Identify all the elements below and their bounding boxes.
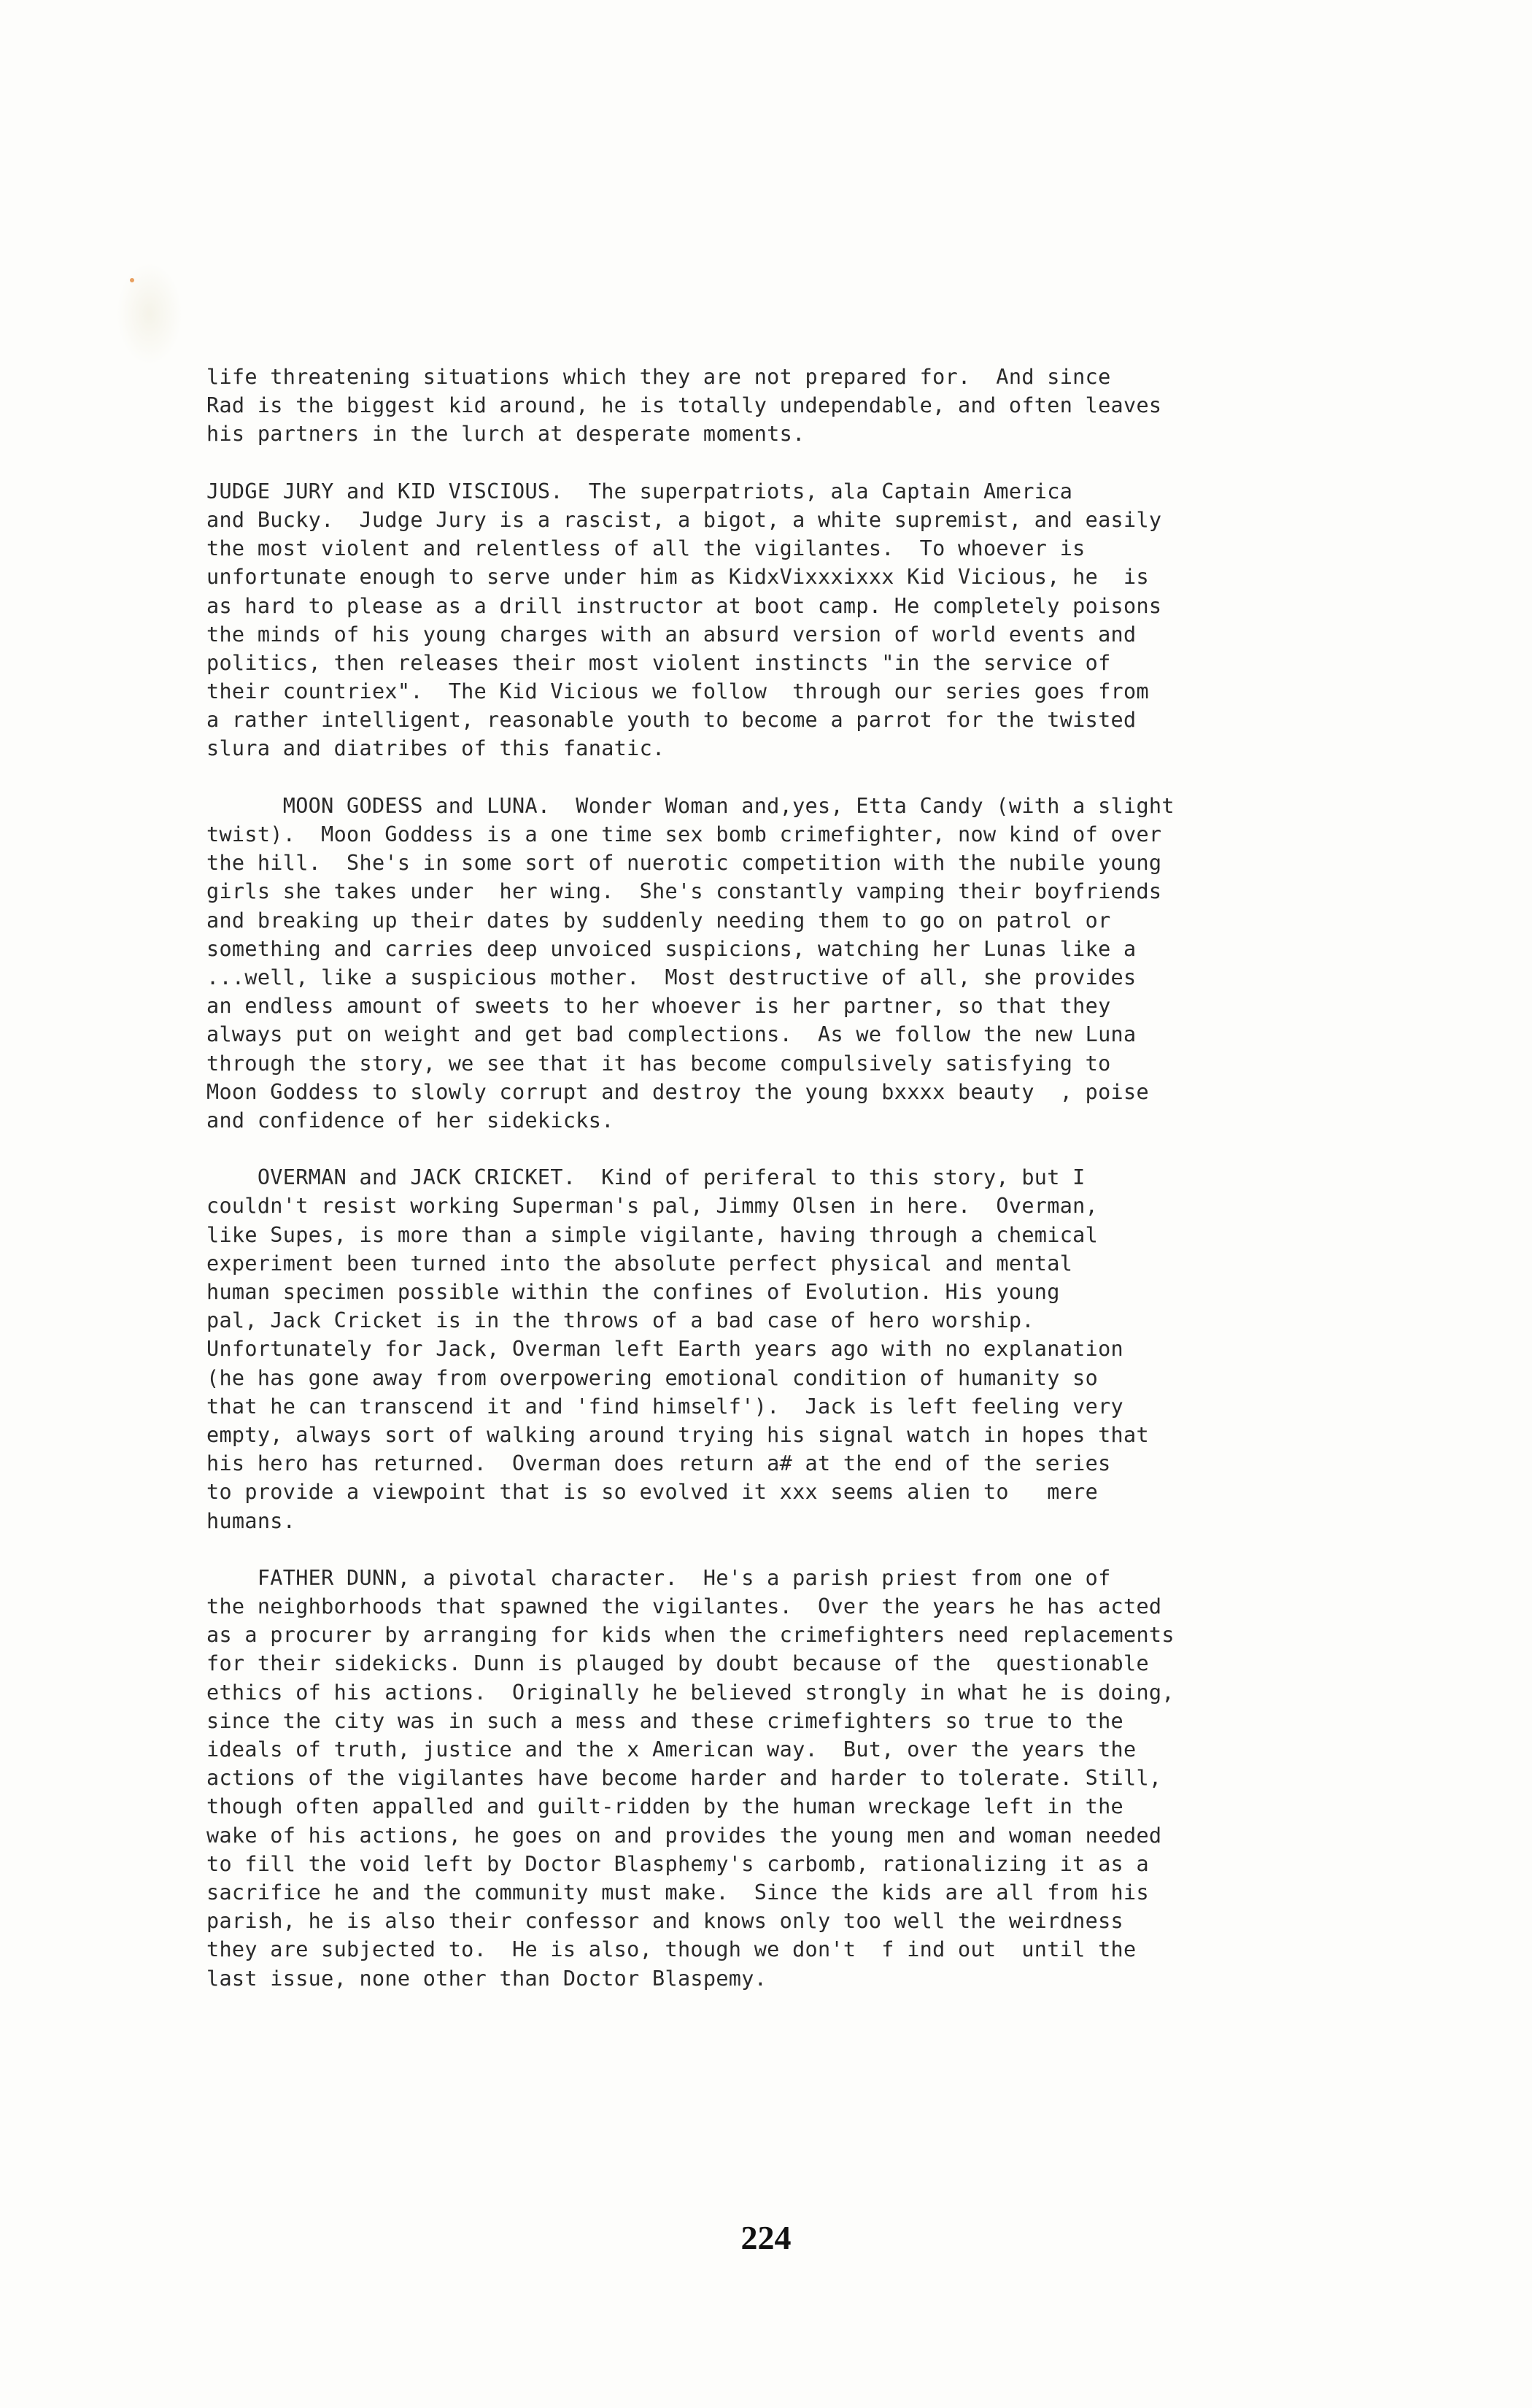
paragraph-judge-jury: [206, 477, 1315, 763]
text-line: they are subjected to. He is also, though we don't f ind out until the: [206, 1937, 1137, 1962]
text-line: to provide a viewpoint that is so evolved it xxx seems alien to mere: [206, 1480, 1099, 1505]
text-line: the minds of his young charges with an absurd version of world events and: [206, 622, 1137, 647]
text-line: human specimen possible within the confines of Evolution. His young: [206, 1280, 1060, 1304]
paragraph-gap: [206, 449, 1315, 477]
text-line: as hard to please as a drill instructor at boot camp. He completely poisons: [206, 593, 1162, 618]
text-line: like Supes, is more than a simple vigilante, having through a chemical: [206, 1222, 1099, 1247]
text-line: girls she takes under her wing. She's constantly vamping their boyfriends: [206, 879, 1162, 904]
text-line: humans.: [206, 1508, 296, 1533]
text-line: as a procurer by arranging for kids when the crimefighters need replacements: [206, 1623, 1175, 1648]
text-line: that he can transcend it and 'find himself'). Jack is left feeling very: [206, 1394, 1124, 1419]
paper-smudge: [117, 263, 182, 365]
text-line: JUDGE JURY and KID VISCIOUS. The superpatriots, ala Captain America: [206, 479, 1073, 503]
text-line: Unfortunately for Jack, Overman left Earth years ago with no explanation: [206, 1337, 1124, 1362]
text-line: and Bucky. Judge Jury is a rascist, a bigot, a white supremist, and easily: [206, 507, 1162, 532]
text-line: his partners in the lurch at desperate moments.: [206, 422, 805, 447]
text-line: OVERMAN and JACK CRICKET. Kind of periferal to this story, but I: [206, 1165, 1086, 1190]
text-line: the hill. She's in some sort of nuerotic competition with the nubile young: [206, 851, 1162, 876]
text-line: wake of his actions, he goes on and provides the young men and woman needed: [206, 1823, 1162, 1848]
text-line: empty, always sort of walking around trying his signal watch in hopes that: [206, 1422, 1149, 1447]
text-line: to fill the void left by Doctor Blasphemy's carbomb, rationalizing it as a: [206, 1851, 1149, 1876]
text-line: Moon Goddess to slowly corrupt and destroy the young bxxxx beauty , poise: [206, 1079, 1149, 1104]
text-line: the neighborhoods that spawned the vigilantes. Over the years he has acted: [206, 1594, 1162, 1619]
body-text: [206, 363, 1315, 1993]
paragraph-gap: [206, 1135, 1315, 1163]
text-line: though often appalled and guilt-ridden by the human wreckage left in the: [206, 1794, 1124, 1819]
text-line: MOON GODESS and LUNA. Wonder Woman and,yes, Etta Candy (with a slight: [206, 793, 1175, 818]
text-line: FATHER DUNN, a pivotal character. He's a parish priest from one of: [206, 1565, 1111, 1590]
text-line: ethics of his actions. Originally he believed strongly in what he is doing,: [206, 1680, 1175, 1705]
paragraph-gap: [206, 763, 1315, 792]
text-line: (he has gone away from overpowering emotional condition of humanity so: [206, 1365, 1099, 1390]
text-line: always put on weight and get bad complections. As we follow the new Luna: [206, 1022, 1137, 1047]
text-line: sacrifice he and the community must make. Since the kids are all from his: [206, 1880, 1149, 1905]
text-line: since the city was in such a mess and these crimefighters so true to the: [206, 1708, 1124, 1733]
paragraph-rad: [206, 363, 1315, 449]
text-line: politics, then releases their most violent instincts "in the service of: [206, 650, 1111, 675]
text-line: actions of the vigilantes have become harder and harder to tolerate. Still,: [206, 1766, 1162, 1791]
text-line: an endless amount of sweets to her whoever is her partner, so that they: [206, 994, 1111, 1019]
text-line: their countriex". The Kid Vicious we follow through our series goes from: [206, 679, 1149, 704]
text-line: something and carries deep unvoiced suspicions, watching her Lunas like a: [206, 936, 1137, 961]
paragraph-moon-godess: [206, 792, 1315, 1135]
text-line: twist). Moon Goddess is a one time sex bomb crimefighter, now kind of over: [206, 822, 1162, 846]
page-number: 224: [740, 2219, 792, 2256]
text-line: ideals of truth, justice and the x American way. But, over the years the: [206, 1737, 1137, 1761]
paragraph-father-dunn: [206, 1564, 1315, 1993]
text-line: his hero has returned. Overman does return a# at the end of the series: [206, 1451, 1111, 1476]
text-line: ...well, like a suspicious mother. Most destructive of all, she provides: [206, 965, 1137, 989]
paragraph-gap: [206, 1535, 1315, 1564]
text-line: parish, he is also their confessor and knows only too well the weirdness: [206, 1909, 1124, 1934]
text-line: and confidence of her sidekicks.: [206, 1108, 614, 1132]
text-line: and breaking up their dates by suddenly needing them to go on patrol or: [206, 908, 1111, 933]
ink-dot: [130, 278, 134, 282]
text-line: life threatening situations which they are not prepared for. And since: [206, 365, 1111, 389]
paragraph-overman: [206, 1163, 1315, 1535]
text-line: the most violent and relentless of all the vigilantes. To whoever is: [206, 536, 1086, 561]
text-line: last issue, none other than Doctor Blaspemy.: [206, 1966, 767, 1991]
text-line: Rad is the biggest kid around, he is totally undependable, and often leaves: [206, 393, 1162, 418]
text-line: unfortunate enough to serve under him as KidxVixxxixxx Kid Vicious, he is: [206, 565, 1149, 590]
text-line: slura and diatribes of this fanatic.: [206, 736, 665, 761]
text-line: a rather intelligent, reasonable youth to become a parrot for the twisted: [206, 708, 1137, 733]
text-line: experiment been turned into the absolute perfect physical and mental: [206, 1251, 1073, 1276]
text-line: pal, Jack Cricket is in the throws of a bad case of hero worship.: [206, 1308, 1034, 1333]
text-line: couldn't resist working Superman's pal, Jimmy Olsen in here. Overman,: [206, 1194, 1099, 1219]
text-line: through the story, we see that it has become compulsively satisfying to: [206, 1051, 1111, 1076]
text-line: for their sidekicks. Dunn is plauged by doubt because of the questionable: [206, 1651, 1149, 1676]
